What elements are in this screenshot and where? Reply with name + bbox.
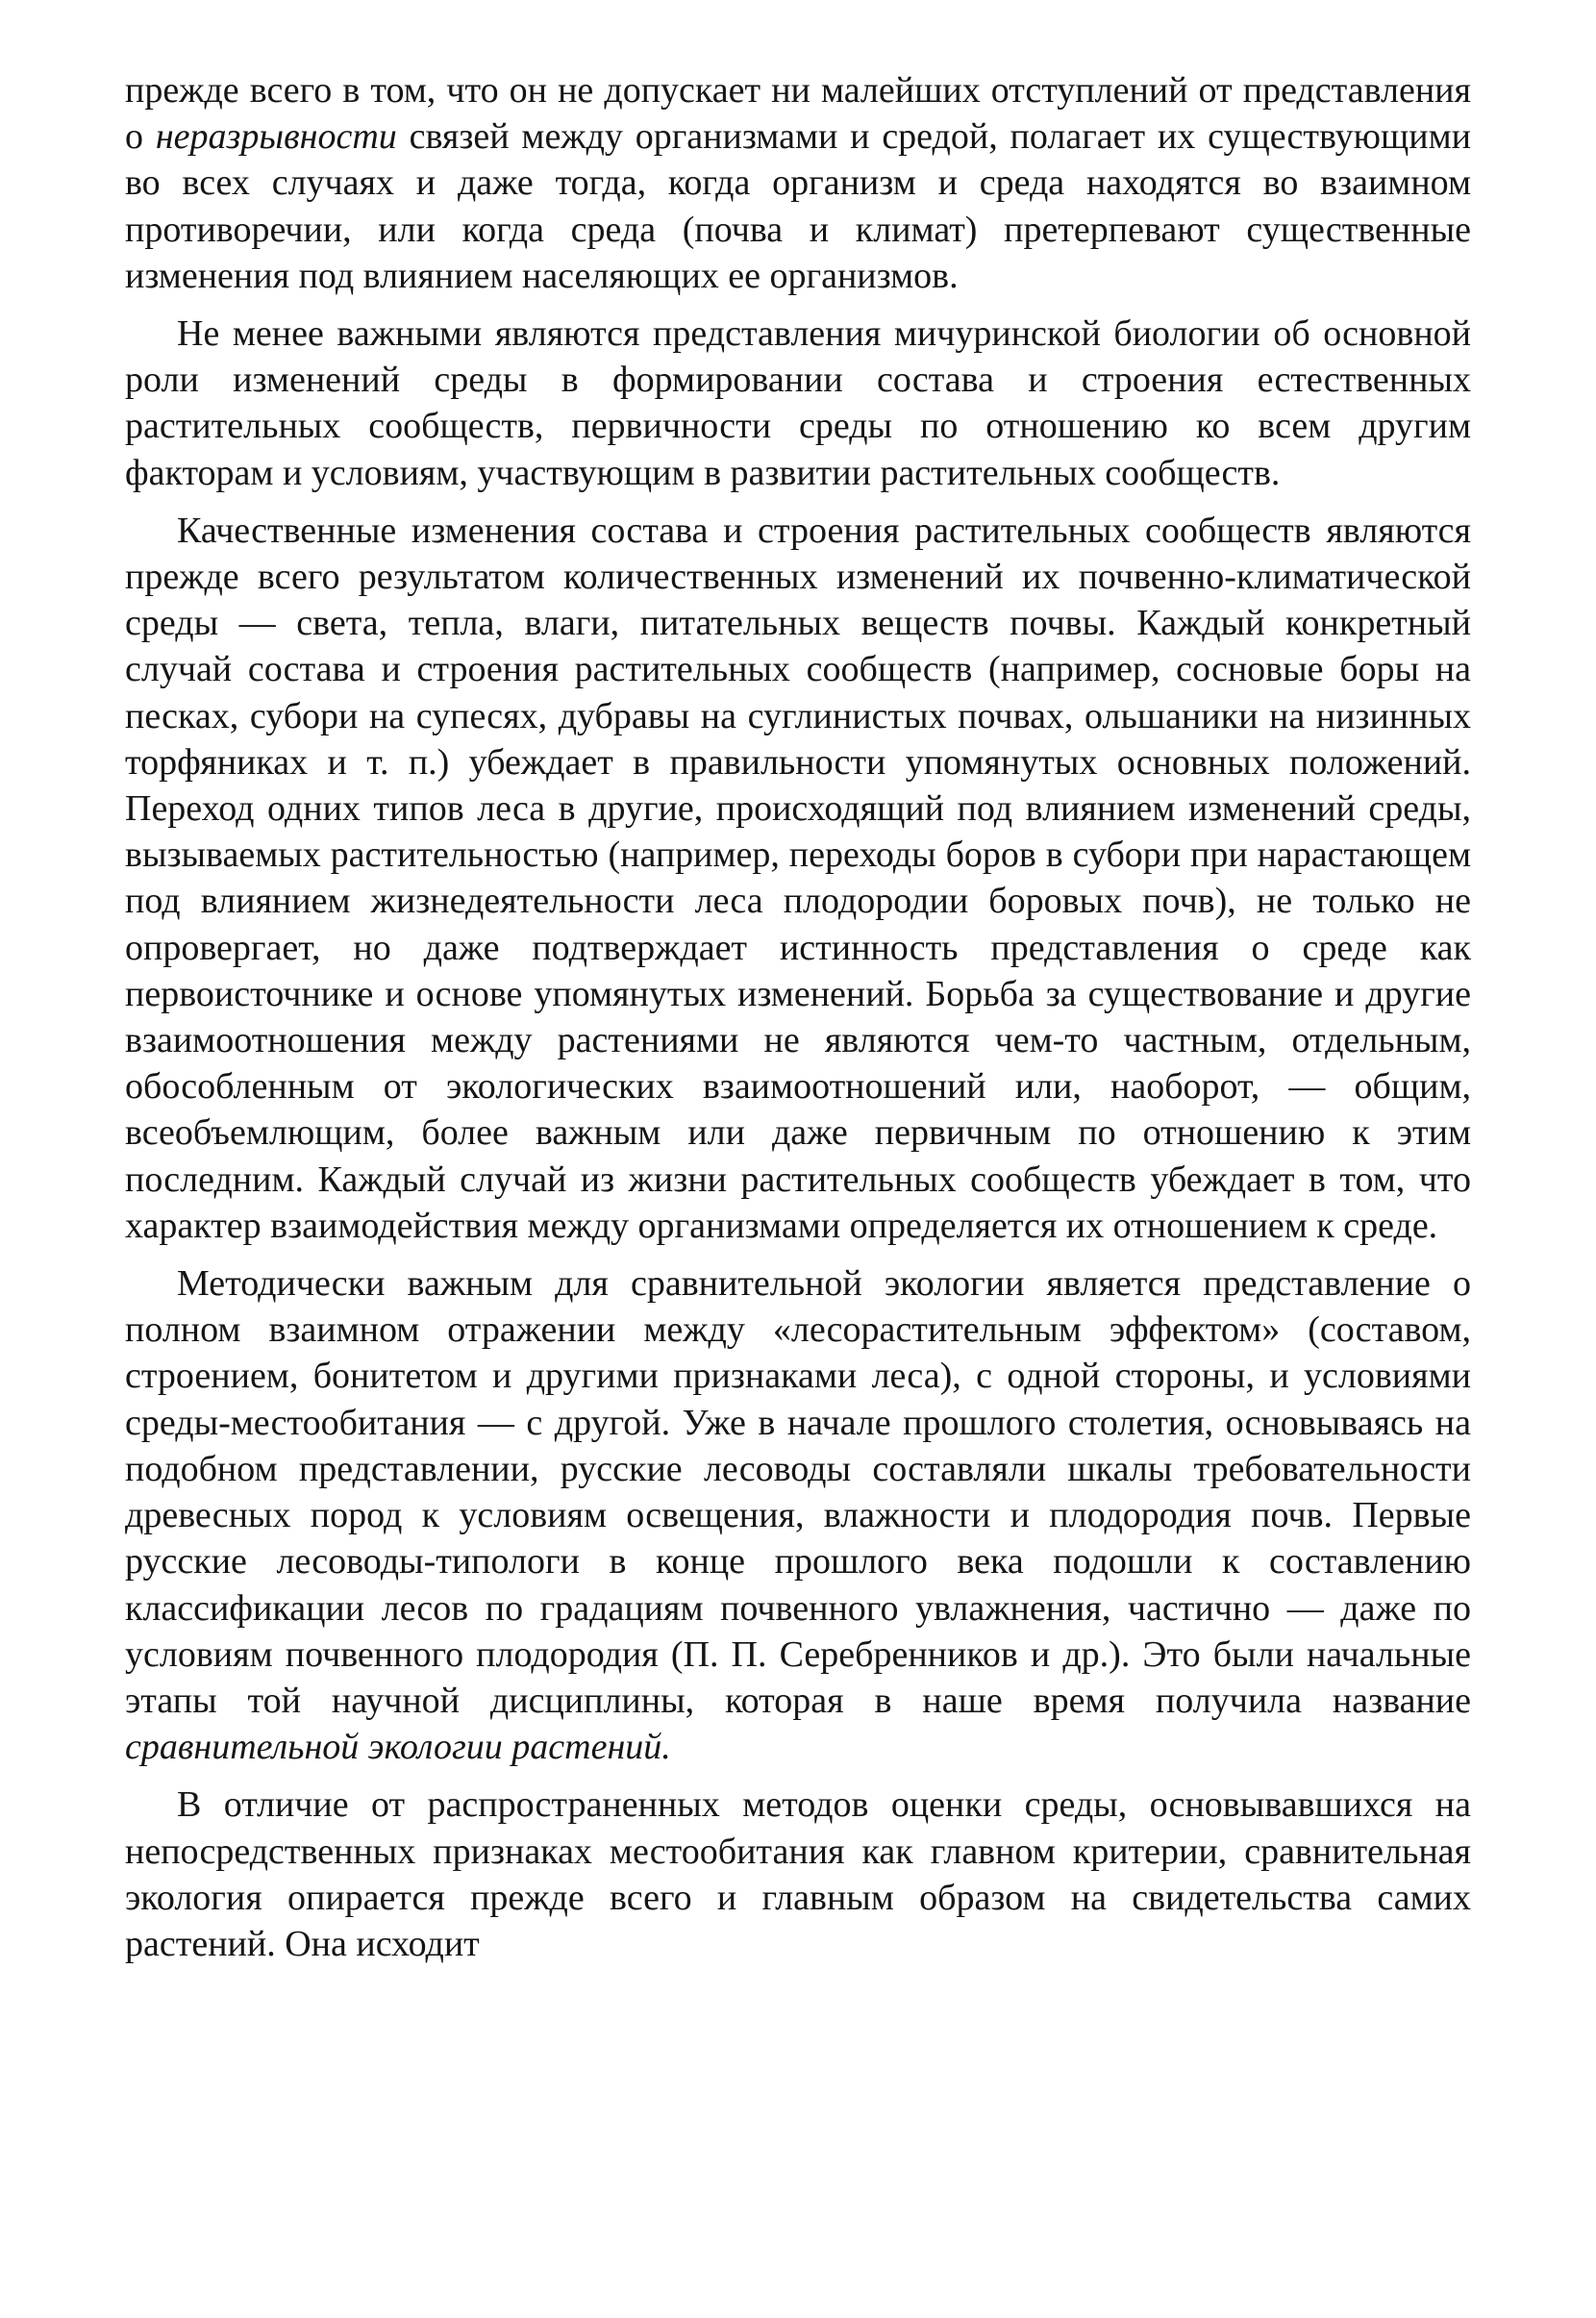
paragraph-1-text-2: связей между организмами и средой, полагает их существующими во всех случаях и даже тогда, когда организм и среда находятся во взаимном противоречии, или когда среда (почва и климат) претерпевают существенные изменения под влиянием населяющих ее организмов. xyxy=(125,116,1472,296)
paragraph-5 xyxy=(125,1782,1471,1967)
paragraph-1 xyxy=(125,67,1471,299)
paragraph-4-text: Методически важным для сравнительной экологии является представление о полном взаимном отражении между «лесорастительным эффектом» (составом, строением, бонитетом и другими признаками леса), с одной стороны, и условиями среды-местообитания — с другой. Уже в начале прошлого столетия, основываясь на подобном представлении, русские лесоводы составляли шкалы требовательности древесных пород к условиям освещения, влажности и плодородия почв. Первые русские лесоводы-типологи в конце прошлого века подошли к составлению классификации лесов по градациям почвенного увлажнения, частично — даже по условиям почвенного плодородия (П. П. Серебренников и др.). Это были начальные этапы той научной дисциплины, которая в наше время получила название xyxy=(125,1263,1471,1721)
paragraph-1-italic-term: неразрывности xyxy=(155,116,397,158)
paragraph-4 xyxy=(125,1260,1471,1770)
paragraph-2 xyxy=(125,311,1471,496)
document-page xyxy=(125,67,1471,1979)
paragraph-3 xyxy=(125,508,1471,1249)
paragraph-2-text: Не менее важными являются представления мичуринской биологии об основной роли изменений среды в формировании состава и строения естественных растительных сообществ, первичности среды по отношению ко всем другим факторам и условиям, участвующим в развитии растительных сообществ. xyxy=(125,313,1471,493)
paragraph-4-italic-term: сравнительной экологии растений. xyxy=(125,1727,671,1768)
paragraph-1-text-1: прежде всего в том, что он не допускает ни малейших отступлений от представления о xyxy=(125,70,1471,158)
paragraph-5-text: В отличие от распространенных методов оценки среды, основывавшихся на непосредственных признаках местообитания как главном критерии, сравнительная экология опирается прежде всего и главным образом на свидетельства самих растений. Она исходит xyxy=(125,1784,1471,1964)
paragraph-3-text: Качественные изменения состава и строения растительных сообществ являются прежде всего результатом количественных изменений их почвенно-климатической среды — света, тепла, влаги, питательных веществ почвы. Каждый конкретный случай состава и строения растительных сообществ (например, сосновые боры на песках, субори на супесях, дубравы на суглинистых почвах, ольшаники на низинных торфяниках и т. п.) убеждает в правильности упомянутых основных положений. Переход одних типов леса в другие, происходящий под влиянием изменений среды, вызываемых растительностью (например, переходы боров в субори при нарастающем под влиянием жизнедеятельности леса плодородии боровых почв), не только не опровергает, но даже подтверждает истинность представления о среде как первоисточнике и основе упомянутых изменений. Борьба за существование и другие взаимоотношения между растениями не являются чем-то частным, отдельным, обособленным от экологических взаимоотношений или, наоборот, — общим, всеобъемлющим, более важным или даже первичным по отношению к этим последним. Каждый случай из жизни растительных сообществ убеждает в том, что характер взаимодействия между организмами определяется их отношением к среде. xyxy=(125,510,1471,1246)
